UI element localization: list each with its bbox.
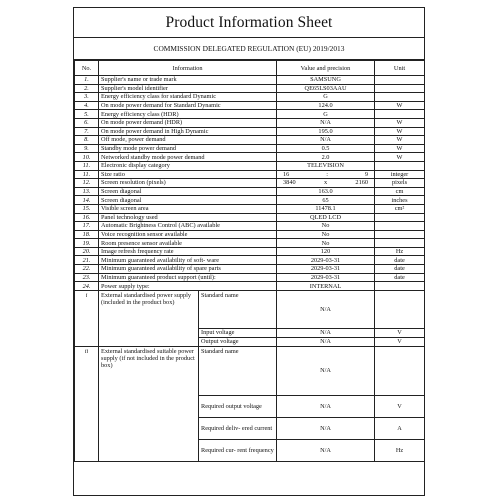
row-unit <box>375 239 425 248</box>
power-supply-unit <box>375 290 425 328</box>
table-row <box>75 213 425 222</box>
row-value: INTERNAL <box>277 282 375 291</box>
row-information: Screen diagonal <box>99 187 277 196</box>
row-unit: Hz <box>375 247 425 256</box>
table-row <box>75 170 425 179</box>
row-unit <box>375 222 425 231</box>
table-row <box>75 273 425 282</box>
power-supply-number: i <box>75 290 99 346</box>
row-value: G <box>277 93 375 102</box>
row-value: No <box>277 239 375 248</box>
table-row <box>75 282 425 291</box>
row-unit: date <box>375 256 425 265</box>
split-part-sep: : <box>326 170 328 178</box>
row-unit <box>375 93 425 102</box>
power-supply-description: External standardised power supply (included in the product box) <box>99 290 199 346</box>
table-row <box>75 230 425 239</box>
row-information: Image refresh frequency rate <box>99 247 277 256</box>
power-supply-unit: V <box>375 395 425 417</box>
header-information: Information <box>99 61 277 76</box>
table-row <box>75 93 425 102</box>
power-supply-row <box>75 290 425 328</box>
power-supply-unit: Hz <box>375 439 425 461</box>
row-number: 8. <box>75 136 99 145</box>
table-header-row <box>75 61 425 76</box>
row-value: 124.0 <box>277 101 375 110</box>
row-information: Automatic Brightness Control (ABC) available <box>99 222 277 231</box>
row-value-split <box>277 170 375 179</box>
row-information: Minimum guaranteed product support (until): <box>99 273 277 282</box>
table-row <box>75 136 425 145</box>
row-value: 65 <box>277 196 375 205</box>
table-row <box>75 265 425 274</box>
row-value: 163.0 <box>277 187 375 196</box>
sheet-title: Product Information Sheet <box>74 8 424 38</box>
row-number: 19. <box>75 239 99 248</box>
table-row <box>75 76 425 85</box>
power-supply-label: Required output voltage <box>199 395 277 417</box>
row-number: 10. <box>75 153 99 162</box>
row-number: 16. <box>75 213 99 222</box>
row-unit <box>375 282 425 291</box>
row-number: 11. <box>75 161 99 170</box>
row-information: Minimum guaranteed availability of spare parts <box>99 265 277 274</box>
row-information: Voice recognition sensor available <box>99 230 277 239</box>
row-unit: cm <box>375 187 425 196</box>
row-value: N/A <box>277 118 375 127</box>
power-supply-description: External standardised suitable power supply (if not included in the product box) <box>99 346 199 461</box>
power-supply-label: Required deliv- ered current <box>199 417 277 439</box>
row-number: 2. <box>75 84 99 93</box>
row-unit: inches <box>375 196 425 205</box>
regulation-heading: COMMISSION DELEGATED REGULATION (EU) 2019/2013 <box>74 38 424 60</box>
row-number: 6. <box>75 118 99 127</box>
row-number: 15. <box>75 204 99 213</box>
information-table <box>74 60 425 462</box>
row-information: Networked standby mode power demand <box>99 153 277 162</box>
row-unit: date <box>375 265 425 274</box>
row-number: 9. <box>75 144 99 153</box>
row-value: 2029-03-31 <box>277 273 375 282</box>
power-supply-value: N/A <box>277 346 375 395</box>
row-information: Energy efficiency class for standard Dynamic <box>99 93 277 102</box>
power-supply-unit <box>375 346 425 395</box>
row-unit <box>375 76 425 85</box>
row-information: Visible screen area <box>99 204 277 213</box>
power-supply-label: Standard name <box>199 290 277 328</box>
row-information: Electronic display category <box>99 161 277 170</box>
table-row <box>75 153 425 162</box>
power-supply-value: N/A <box>277 439 375 461</box>
table-row <box>75 118 425 127</box>
power-supply-value: N/A <box>277 290 375 328</box>
row-unit: cm² <box>375 204 425 213</box>
row-unit <box>375 230 425 239</box>
table-row <box>75 187 425 196</box>
row-number: 21. <box>75 256 99 265</box>
row-information: On mode power demand (HDR) <box>99 118 277 127</box>
power-supply-unit: V <box>375 337 425 346</box>
table-row <box>75 239 425 248</box>
row-number: 1. <box>75 76 99 85</box>
row-number: 13. <box>75 187 99 196</box>
power-supply-label: Standard name <box>199 346 277 395</box>
row-unit: W <box>375 101 425 110</box>
power-supply-value: N/A <box>277 328 375 337</box>
header-value: Value and precision <box>277 61 375 76</box>
row-unit <box>375 213 425 222</box>
header-no: No. <box>75 61 99 76</box>
row-value: 2029-03-31 <box>277 256 375 265</box>
table-row <box>75 144 425 153</box>
row-information: Minimum guaranteed availability of soft- ware <box>99 256 277 265</box>
row-information: Supplier's name or trade mark <box>99 76 277 85</box>
row-value: 195.0 <box>277 127 375 136</box>
row-unit: pixels <box>375 179 425 188</box>
row-value-split <box>277 179 375 188</box>
header-unit: Unit <box>375 61 425 76</box>
row-value: G <box>277 110 375 119</box>
row-value: SAMSUNG <box>277 76 375 85</box>
row-information: Power supply type: <box>99 282 277 291</box>
row-number: 7. <box>75 127 99 136</box>
row-information: On mode power demand for Standard Dynamic <box>99 101 277 110</box>
split-part-b: 2160 <box>355 179 369 187</box>
row-value: QLED LCD <box>277 213 375 222</box>
table-row <box>75 127 425 136</box>
row-number: 24. <box>75 282 99 291</box>
row-value: TELEVISION <box>277 161 375 170</box>
row-value: No <box>277 230 375 239</box>
row-number: 23. <box>75 273 99 282</box>
table-row <box>75 222 425 231</box>
split-part-a: 3840 <box>283 179 296 187</box>
row-information: Panel technology used <box>99 213 277 222</box>
row-information: Size ratio <box>99 170 277 179</box>
row-unit: W <box>375 153 425 162</box>
split-part-a: 16 <box>283 170 290 178</box>
power-supply-label: Required cur- rent frequency <box>199 439 277 461</box>
row-value: No <box>277 222 375 231</box>
row-value: 11478.1 <box>277 204 375 213</box>
power-supply-unit: V <box>375 328 425 337</box>
power-supply-unit: A <box>375 417 425 439</box>
split-part-b: 9 <box>364 170 368 178</box>
row-unit <box>375 110 425 119</box>
table-row <box>75 247 425 256</box>
table-row <box>75 84 425 93</box>
row-value: N/A <box>277 136 375 145</box>
row-value: 2029-03-31 <box>277 265 375 274</box>
row-information: Screen diagonal <box>99 196 277 205</box>
table-row <box>75 161 425 170</box>
row-number: 22. <box>75 265 99 274</box>
row-number: 5. <box>75 110 99 119</box>
row-unit: W <box>375 144 425 153</box>
split-part-sep: x <box>323 179 328 187</box>
row-information: Room presence sensor available <box>99 239 277 248</box>
row-number: 11. <box>75 170 99 179</box>
power-supply-label: Input voltage <box>199 328 277 337</box>
row-unit <box>375 84 425 93</box>
row-unit: W <box>375 136 425 145</box>
row-unit: date <box>375 273 425 282</box>
table-row <box>75 256 425 265</box>
table-row <box>75 196 425 205</box>
row-number: 17. <box>75 222 99 231</box>
row-unit: integer <box>375 170 425 179</box>
power-supply-number: ii <box>75 346 99 461</box>
power-supply-value: N/A <box>277 417 375 439</box>
row-information: Off mode, power demand <box>99 136 277 145</box>
row-information: On mode power demand in High Dynamic <box>99 127 277 136</box>
row-number: 20. <box>75 247 99 256</box>
row-number: 4. <box>75 101 99 110</box>
power-supply-row <box>75 346 425 395</box>
row-number: 18. <box>75 230 99 239</box>
row-information: Screen resolution (pixels) <box>99 179 277 188</box>
row-number: 3. <box>75 93 99 102</box>
table-row <box>75 179 425 188</box>
power-supply-value: N/A <box>277 395 375 417</box>
row-value: 2.0 <box>277 153 375 162</box>
row-value: 120 <box>277 247 375 256</box>
table-row <box>75 101 425 110</box>
row-information: Standby mode power demand <box>99 144 277 153</box>
row-unit <box>375 161 425 170</box>
table-row <box>75 204 425 213</box>
row-unit: W <box>375 118 425 127</box>
table-row <box>75 110 425 119</box>
row-value: QE65LS03AAU <box>277 84 375 93</box>
row-value: 0.5 <box>277 144 375 153</box>
row-unit: W <box>375 127 425 136</box>
power-supply-label: Output voltage <box>199 337 277 346</box>
power-supply-value: N/A <box>277 337 375 346</box>
row-number: 14. <box>75 196 99 205</box>
row-number: 12. <box>75 179 99 188</box>
product-information-sheet <box>73 7 425 496</box>
row-information: Supplier's model identifier <box>99 84 277 93</box>
row-information: Energy efficiency class (HDR) <box>99 110 277 119</box>
